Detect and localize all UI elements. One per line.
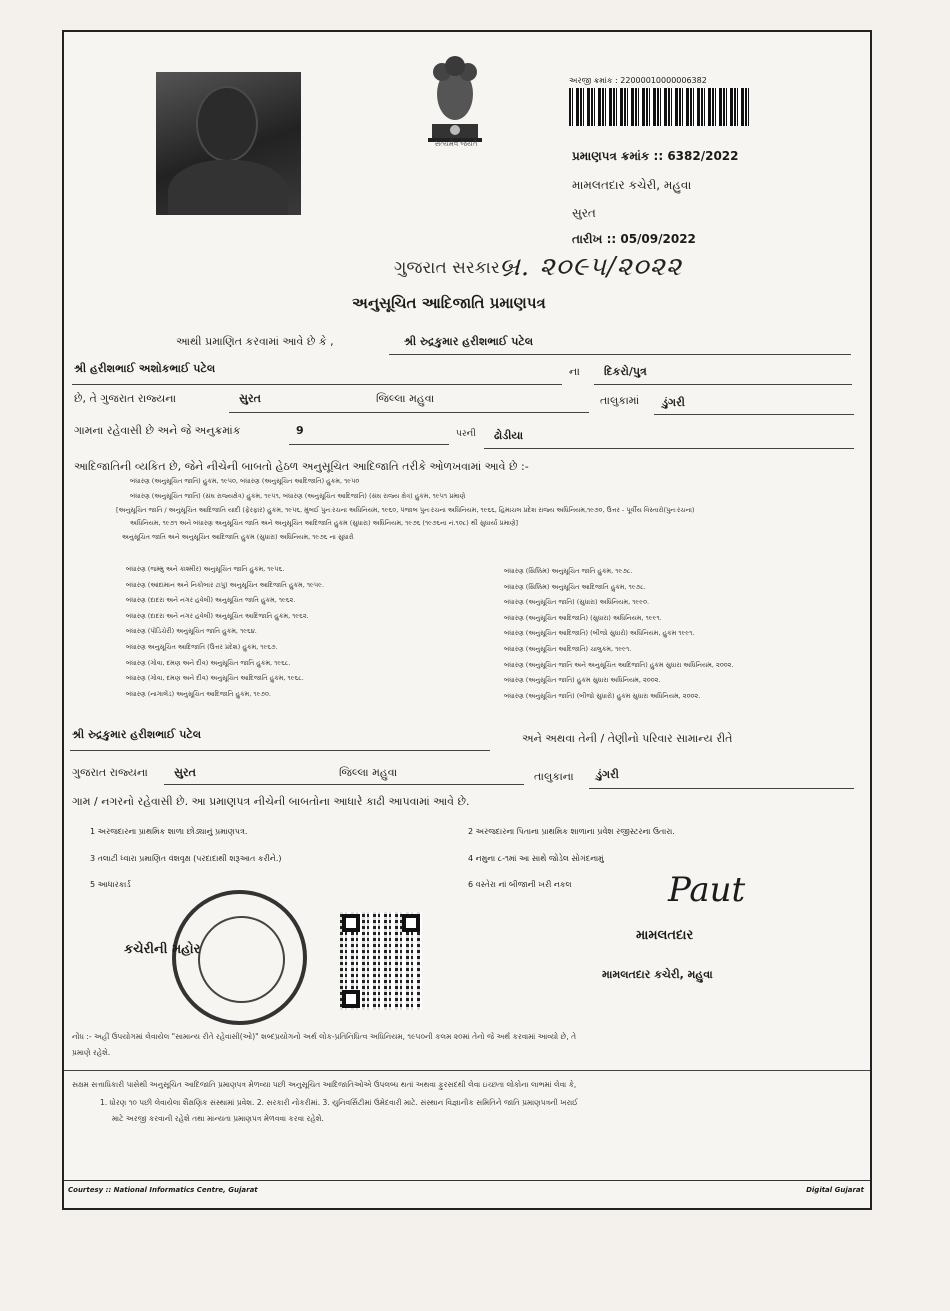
document-item: 2 અરજદારના પિતાના પ્રાથમિક શાળાના પ્રવેશ રજીસ્ટરના ઉતારા.: [468, 827, 675, 836]
office-seal: [172, 890, 307, 1025]
residence-state: ગુજરાત રાજ્યના: [72, 766, 148, 779]
law-item: [અનુસૂચિત જાતિ / અનુસૂચિત આદિજાતિ યાદી (ફેરફાર) હુકમ, ૧૯૫૬, મુંબઈ પુનઃરચના અધિનિયમ, ૧૯૬૦, પંજાબ પુનઃરચના અધિનિયમ, ૧૯૬૬, હિમાચલ પ્રદેશ રાજ્ય અધિનિયમ,૧૯૭૦, ઉત્તર - પૂર્વીય વિસ્તારો(પુનઃરચના): [116, 506, 695, 514]
law-item: અધિનિયમ, ૧૯૭૧ અને બંધારણ અનુસૂચિત જાતિ અને અનુસૂચિત આદિજાતિ હુકમ (સુધારા) અધિનિયમ, ૧૯૭૬ (૧૯૭૬ના નં.૧૦૮) થી સુધાર્યા પ્રમાણે]: [130, 518, 519, 527]
law-item: બંધારણ (દાદરા અને નગર હવેલી) અનુસૂચિત આદિજાતિ હુકમ, ૧૯૬૨.: [126, 611, 309, 620]
header-district: સુરત: [572, 206, 596, 220]
law-item: બંધારણ (જમ્મુ અને કાશ્મીર) અનુસૂચિત જાતિ હુકમ, ૧૯૫૬.: [126, 565, 285, 573]
law-item: બંધારણ (અનુસૂચિત જાતિ) હુકમ સુધારા અધિનિયમ, ૨૦૦૨.: [504, 676, 661, 685]
note-3: 1. ધોરણ ૧૦ પછી લેવાયેલા શૈક્ષણિક સંસ્થામાં પ્રવેશ. 2. સરકારી નોકરીમાં. 3. યુનિવર્સિટીમાં ઉમેદવારી માટે. સંસ્થાન વિજ્ઞાનીક સમિતિને જાતિ પ્રમાણપત્રની ખરાઈ: [100, 1098, 578, 1107]
law-item: બંધારણ (નાગાલેંડ) અનુસૂચિત આદિજાતિ હુકમ, ૧૯૭૦.: [126, 689, 271, 698]
certificate-title: અનુસૂચિત આદિજાતિ પ્રમાણપત્ર: [352, 294, 546, 312]
law-item: બંધારણ (સિક્કિમ) અનુસૂચિત આદિજાતિ હુકમ, ૧૯૭૮.: [504, 582, 646, 591]
certificate-sheet: [62, 30, 872, 1210]
law-item: બંધારણ (ગોવા, દમણ અને દીવ) અનુસૂચિત આદિજાતિ હુકમ, ૧૯૬૮.: [126, 674, 304, 683]
certify-text: આથી પ્રમાણિત કરવામાં આવે છે કે ,: [176, 335, 334, 348]
footer-courtesy: Courtesy :: National Informatics Centre, Gujarat: [68, 1186, 258, 1194]
residence-village: ડુંગરી: [596, 768, 619, 781]
signature-mark: Paut: [668, 870, 746, 910]
law-item: બંધારણ (ગોવા, દમણ અને દીવ) અનુસૂચિત જાતિ હુકમ, ૧૯૬૮.: [126, 658, 291, 667]
document-item: 1 અરજદારના પ્રાથમિક શાળા છોડ્યાનું પ્રમાણપત્ર.: [90, 827, 248, 836]
note-1: નોંધ :- અહીં ઉપયોગમાં લેવાયેલ "સામાન્ય રીતે રહેવાસી(ઓ)" શબ્દપ્રયોગનો અર્થ લોક-પ્રતિનિધિત્વ અધિનિયમ, ૧૯૫૦ની કલમ ૨૦માં તેનો જે અર્થ કરવામાં આવ્યો છે, તે: [72, 1032, 577, 1041]
law-item: બંધારણ (અનુસૂચિત જાતિ અને અનુસૂચિત આદિજાતિ) હુકમ સુધારા અધિનિયમ, ૨૦૦૨.: [504, 660, 734, 669]
law-item: બંધારણ (અનુસૂચિત આદિજાતિ) ચાલુકમ, ૧૯૯૧.: [504, 644, 632, 653]
law-item: બંધારણ (સિક્કિમ) અનુસૂચિત જાતિ હુકમ, ૧૯૭૮.: [504, 567, 633, 575]
national-emblem-icon: [420, 54, 490, 146]
residence-district: સુરત: [174, 766, 196, 779]
relation: દિકરો/પુત્ર: [604, 365, 647, 378]
law-list-top: [116, 477, 860, 541]
body-district: સુરત: [239, 392, 261, 405]
law-item: બંધારણ (અનુસૂચિત જાતિ) (સંઘ રાજ્યક્ષેત્ર) હુકમ, ૧૯૫૧, બંધારણ (અનુસૂચિત આદિજાતિ) (સંઘ રાજ્ય ક્ષેત્ર) હુકમ, ૧૯૫૧ પ્રમાણે: [130, 491, 466, 500]
issue-date: તારીખ :: 05/09/2022: [572, 232, 696, 246]
qr-code: [340, 912, 422, 1010]
law-item: બંધારણ (અનુસૂચિત જાતિ) (સુધારા) અધિનિયમ, ૧૯૯૦.: [504, 598, 650, 607]
government-title: ગુજરાત સરકાર: [394, 258, 500, 278]
district-label: જિલ્લા મહુવા: [376, 392, 435, 405]
serial-number: 9: [296, 424, 304, 437]
document-item: 5 આધારકાર્ડ: [90, 880, 131, 889]
law-item: બંધારણ (અનુસૂચિત જાતિ) (બીજો સુધારો) હુકમ સુધારા અધિનિયમ, ૨૦૦૨.: [504, 691, 701, 700]
caste-name: ઢોડીયા: [494, 429, 524, 442]
applicant-photo: [156, 72, 301, 215]
document-item: 3 તલાટી ધ્વારા પ્રમાણિત વંશવૃક્ષ (પરદાદાથી શરૂઆત કરીને.): [90, 854, 282, 863]
law-item: બંધારણ (દાદરા અને નગર હવેલી) અનુસૂચિત જાતિ હુકમ, ૧૯૬૨.: [126, 596, 296, 605]
law-item: બંધારણ (આંદામાન અને નિકોબાર ટાપુ) અનુસૂચિત આદિજાતિ હુકમ, ૧૯૫૯.: [126, 580, 325, 589]
state-text: છે, તે ગુજરાત રાજ્યના: [74, 392, 177, 405]
issuing-office: મામલતદાર કચેરી, મહુવા: [572, 178, 692, 192]
residence-taluka-label: તાલુકાના: [534, 770, 574, 783]
law-item: બંધારણ (અનુસૂચિત આદિજાતિ) (સુધારા) અધિનિયમ, ૧૯૯૧.: [504, 613, 662, 622]
taluka-label: તાલુકામાં: [600, 394, 640, 407]
seal-label: કચેરીની મહોર: [124, 942, 201, 957]
resident-text: ગામના રહેવાસી છે અને જે અનુક્રમાંક: [74, 424, 241, 437]
document-item: 6 વસ્તેરા નાં બીજાની ખરી નકલ: [468, 880, 572, 889]
footer-brand: Digital Gujarat: [806, 1186, 864, 1194]
application-number: અરજી ક્રમાંક : 22000010000006382: [569, 76, 707, 85]
father-name: શ્રી હરીશભાઈ અશોકભાઈ પટેલ: [74, 362, 216, 375]
residence-district-label: જિલ્લા મહુવા: [339, 766, 398, 779]
caste-label: પરની: [456, 429, 476, 439]
photo-body: [168, 160, 288, 215]
barcode: [569, 88, 749, 126]
law-item: બંધારણ (અનુસૂચિત આદિજાતિ) (બીજો સુધારો) અધિનિયમ, હુકમ ૧૯૯૧.: [504, 629, 695, 638]
law-list-left: [126, 566, 456, 706]
family-text: અને અથવા તેની / તેણીનો પરિવાર સામાન્ય રીતે: [522, 732, 733, 745]
law-item: બંધારણ (પોંડિચેરી) અનુસૂચિત જાતિ હુકમ, ૧૯૬૪.: [126, 627, 257, 636]
residence-name: શ્રી રુદ્રકુમાર હરીશભાઈ પટેલ: [72, 728, 202, 741]
law-item: બંધારણ અનુસૂચિત આદિજાતિ (ઉત્તર પ્રદેશ) હુકમ, ૧૯૬૭.: [126, 642, 278, 651]
certificate-number: પ્રમાણપત્ર ક્રમાંક :: 6382/2022: [572, 149, 739, 163]
document-item: 4 નમુના ૮-૧માં આ સાથે જોડેલ સોગંદનામું: [468, 854, 604, 863]
tribe-text: આદિજાતિની વ્યકિત છે, જેને નીચેની બાબતો હેઠળ અનુસૂચિત આદિજાતિ તરીકે ઓળખવામાં આવે છે :-: [74, 460, 529, 473]
law-item: અનુસૂચિત જાતિ અને અનુસૂચિત આદિજાતિ હુકમ (સુધારા) અધિનિયમ, ૧૯૭૬ ના સુધારો: [122, 533, 354, 541]
relation-prefix: ના: [569, 365, 580, 378]
signatory-title: મામલતદાર: [636, 928, 694, 943]
signatory-office: મામલતદાર કચેરી, મહુવા: [602, 968, 713, 981]
note-1-cont: પ્રમાણે રહેશે.: [72, 1048, 111, 1057]
seal-inner-ring: [198, 916, 285, 1003]
basis-text: ગામ / નગરનો રહેવાસી છે. આ પ્રમાણપત્ર નીચેની બાબતોના આધારે કાઢી આપવામાં આવે છે.: [72, 795, 470, 808]
note-4: માટે અરજી કરવાની રહેશે તથા માન્યતા પ્રમાણપત્ર મેળવવા કરવા રહેશે.: [112, 1114, 324, 1123]
photo-face: [196, 86, 258, 162]
law-item: બંધારણ (અનુસૂચિત જાતિ) હુકમ, ૧૯૫૦, બંધારણ (અનુસૂચિત આદિજાતિ) હુકમ, ૧૯૫૦: [130, 477, 360, 485]
law-list-right: [504, 568, 854, 708]
handwritten-number: બ્ર. ૨૦૯૫/૨૦૨૨: [499, 252, 682, 282]
note-2: સક્ષમ સત્તાધિકારી પાસેથી અનુસૂચિત આદિજાતિ પ્રમાણપત્ર મેળવ્યા પછી અનુસૂચિત આદિજાતિઓએ ઉપલબ્ધ થતાં અથવા ફુરસદથી લેવા ઇચ્છતા લોકોના લાભમાં લેવા કે,: [72, 1080, 577, 1089]
body-village: ડુંગરી: [662, 396, 685, 409]
holder-name: શ્રી રુદ્રકુમાર હરીશભાઈ પટેલ: [404, 335, 534, 348]
emblem-caption: સત્યમેવ જયતે: [434, 140, 478, 148]
